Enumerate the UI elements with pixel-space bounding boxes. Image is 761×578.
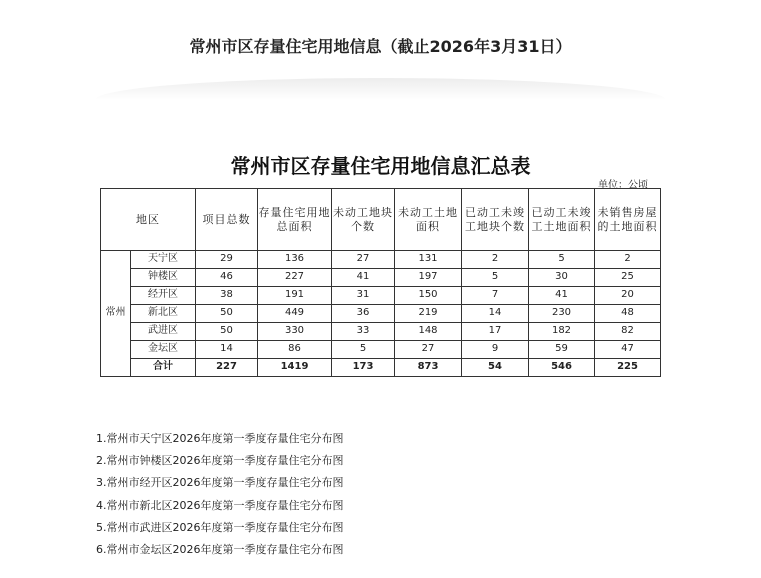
map-link-jintan[interactable]: 6.常州市金坛区2026年度第一季度存量住宅分布图 [96,542,344,556]
map-link-jingkai[interactable]: 3.常州市经开区2026年度第一季度存量住宅分布图 [96,476,344,490]
unit-label: 单位：公顷 [598,180,648,191]
col-header-unstarted-area: 未动工土地面积 [395,189,462,251]
table-cell: 2 [595,251,661,269]
table-cell: 219 [395,305,462,323]
table-cell: 148 [395,323,462,341]
total-cell: 546 [529,359,595,377]
table-cell: 47 [595,341,661,359]
table-row [101,287,661,305]
table-title: 常州市区存量住宅用地信息汇总表 [230,154,531,178]
total-cell: 225 [595,359,661,377]
table-row [101,323,661,341]
table-cell: 46 [196,269,258,287]
col-header-total-area: 存量住宅用地总面积 [258,189,332,251]
table-cell: 27 [332,251,395,269]
table-cell: 136 [258,251,332,269]
table-cell: 5 [332,341,395,359]
table-cell: 25 [595,269,661,287]
table-cell: 150 [395,287,462,305]
table-cell: 191 [258,287,332,305]
table-cell: 14 [196,341,258,359]
col-header-unsold-area: 未销售房屋的土地面积 [595,189,661,251]
district-cell: 经开区 [131,287,196,305]
district-cell: 钟楼区 [131,269,196,287]
region-cell: 常州 [101,251,131,377]
table-cell: 27 [395,341,462,359]
page-title: 常州市区存量住宅用地信息（截止2026年3月31日） [189,37,572,56]
map-link-list [96,430,344,563]
col-header-incomplete-count: 已动工未竣工地块个数 [462,189,529,251]
table-cell: 449 [258,305,332,323]
table-cell: 14 [462,305,529,323]
table-cell: 38 [196,287,258,305]
table-cell: 82 [595,323,661,341]
col-header-district: 地区 [101,189,196,251]
table-cell: 197 [395,269,462,287]
table-cell: 31 [332,287,395,305]
table-cell: 59 [529,341,595,359]
district-cell: 新北区 [131,305,196,323]
table-cell: 5 [529,251,595,269]
table-cell: 33 [332,323,395,341]
map-link-tianning[interactable]: 1.常州市天宁区2026年度第一季度存量住宅分布图 [96,432,344,445]
table-header-row [101,189,661,251]
map-link-zhonglou[interactable]: 2.常州市钟楼区2026年度第一季度存量住宅分布图 [96,454,344,468]
table-cell: 50 [196,323,258,341]
table-cell: 41 [332,269,395,287]
col-header-incomplete-area: 已动工未竣工土地面积 [529,189,595,251]
table-cell: 17 [462,323,529,341]
table-cell: 7 [462,287,529,305]
table-row [101,251,661,269]
total-cell: 1419 [258,359,332,377]
table-cell: 36 [332,305,395,323]
table-cell: 86 [258,341,332,359]
table-cell: 227 [258,269,332,287]
col-header-project-count: 项目总数 [196,189,258,251]
table-row [101,341,661,359]
total-cell: 227 [196,359,258,377]
table-cell: 330 [258,323,332,341]
table-cell: 230 [529,305,595,323]
table-cell: 30 [529,269,595,287]
total-cell: 54 [462,359,529,377]
total-label: 合计 [131,359,196,377]
total-cell: 173 [332,359,395,377]
total-cell: 873 [395,359,462,377]
district-cell: 金坛区 [131,341,196,359]
table-row [101,269,661,287]
table-cell: 48 [595,305,661,323]
header-divider [95,78,666,100]
table-cell: 29 [196,251,258,269]
table-row [101,305,661,323]
col-header-unstarted-count: 未动工地块个数 [332,189,395,251]
table-cell: 182 [529,323,595,341]
table-cell: 20 [595,287,661,305]
table-cell: 2 [462,251,529,269]
table-cell: 50 [196,305,258,323]
total-row [101,359,661,377]
district-cell: 天宁区 [131,251,196,269]
map-link-wujin[interactable]: 5.常州市武进区2026年度第一季度存量住宅分布图 [96,520,344,534]
table-cell: 131 [395,251,462,269]
table-cell: 5 [462,269,529,287]
table-cell: 41 [529,287,595,305]
summary-table [100,188,661,377]
map-link-xinbei[interactable]: 4.常州市新北区2026年度第一季度存量住宅分布图 [96,498,344,512]
table-cell: 9 [462,341,529,359]
district-cell: 武进区 [131,323,196,341]
